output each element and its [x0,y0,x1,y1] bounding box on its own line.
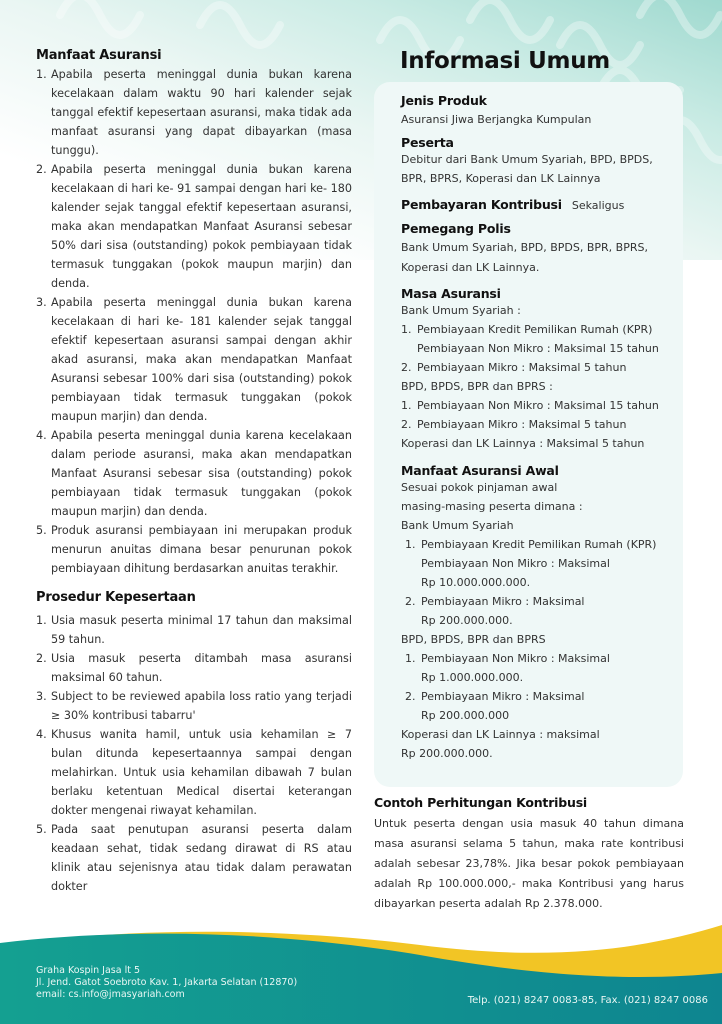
item-number: 1. [405,652,416,665]
pemegang-polis-block [401,221,681,278]
field-label: Pembayaran Kontribusi [401,197,562,212]
list-item [36,521,352,578]
item-number: 1. [401,323,412,336]
item-number: 2. [36,652,47,665]
group-label: Koperasi dan LK Lainnya : maksimal [401,728,600,741]
item-number: 1. [405,538,416,551]
list-item [401,358,681,377]
item-text: Pembiayaan Kredit Pemilikan Rumah (KPR) [417,323,653,336]
item-number: 2. [405,595,416,608]
list-item [405,592,681,630]
list-item [405,649,681,687]
contoh-perhitungan-section [374,795,684,914]
intro-text: Sesuai pokok pinjaman awal [401,481,558,494]
list-item [36,725,352,820]
field-label: Pemegang Polis [401,221,511,236]
masa-asuransi-block [401,286,681,453]
group-label: BPD, BPDS, BPR dan BPRS : [401,380,553,393]
email-text: email: cs.info@jmasyariah.com [36,989,185,1000]
list-item [36,65,352,160]
item-text: Khusus wanita hamil, untuk usia kehamilan ≥ 7 bulan ditunda kepesertaannya sampai dengan melahirkan. Untuk usia kehamilan dibawah 7 bulan berlaku ketentuan Medical disertai keterangan dokter mengenai riwayat kehamilan. [51,728,352,817]
item-number: 3. [36,690,47,703]
list-item [36,611,352,649]
prosedur-list [36,611,352,896]
item-text: Rp 200.000.000. [421,614,513,627]
item-number: 5. [36,524,47,537]
item-text: Pembiayaan Non Mikro : Maksimal [421,652,610,665]
masa-list-bpd [401,396,681,434]
list-item [36,820,352,896]
item-text: Rp 1.000.000.000. [421,671,524,684]
page-title: Informasi Umum [400,48,610,74]
item-text: Apabila peserta meninggal dunia karena kecelakaan dalam periode asuransi, maka akan mendapatkan Manfaat Asuransi sebesar sisa (outstanding) pokok pembiayaan tidak termasuk tunggakan (pokok maupun marjin) dan denda. [51,429,352,518]
item-text: Pembiayaan Mikro : Maksimal [421,690,585,703]
masa-list-bank-umum [401,320,681,377]
list-item [401,320,681,358]
left-column [36,48,352,896]
item-number: 1. [401,399,412,412]
item-text: Rp 200.000.000 [421,709,510,722]
item-text: Pembiayaan Non Mikro : Maksimal [421,557,610,570]
group-label: Bank Umum Syariah : [401,304,521,317]
list-item [405,687,681,725]
item-text: Apabila peserta meninggal dunia bukan karena kecelakaan di hari ke- 181 kalender sejak tanggal efektif kepesertaan asuransi sampai dengan akhir akad asuransi, maka akan mendapatkan Manfaat Asuransi sebesar 100% dari sisa (outstanding) pokok pembiayaan tidak termasuk tunggakan (pokok maupun marjin) dan denda. [51,296,352,423]
field-value: Bank Umum Syariah, BPD, BPDS, BPR, BPRS, Koperasi dan LK Lainnya. [401,241,648,274]
manfaat-awal-list-bpd [401,649,681,725]
field-label: Masa Asuransi [401,286,501,301]
list-item [36,293,352,426]
item-text: Pembiayaan Mikro : Maksimal 5 tahun [417,418,627,431]
intro-text: masing-masing peserta dimana : [401,500,583,513]
peserta-block [401,135,681,188]
field-label: Jenis Produk [401,93,487,108]
list-item [36,426,352,521]
section-title: Contoh Perhitungan Kontribusi [374,795,588,810]
group-value: Rp 200.000.000. [401,747,493,760]
group-label: Bank Umum Syariah [401,519,514,532]
item-number: 4. [36,728,47,741]
item-text: Pembiayaan Mikro : Maksimal [421,595,585,608]
item-text: Pembiayaan Kredit Pemilikan Rumah (KPR) [421,538,657,551]
list-item [401,396,681,415]
item-number: 1. [36,614,47,627]
item-number: 2. [401,361,412,374]
section-title: Prosedur Kepesertaan [36,590,196,605]
item-text: Subject to be reviewed apabila loss ratio yang terjadi ≥ 30% kontribusi tabarru' [51,690,352,722]
item-text: Pada saat penutupan asuransi peserta dalam keadaan sehat, tidak sedang dirawat di RS atau klinik atau sejenisnya atau tidak dalam perawatan dokter [51,823,352,893]
group-label: Koperasi dan LK Lainnya : Maksimal 5 tahun [401,437,645,450]
manfaat-asuransi-section [36,48,352,578]
info-card-content [401,93,681,769]
jenis-produk-block [401,93,681,129]
item-text: Pembiayaan Non Mikro : Maksimal 15 tahun [417,342,659,355]
footer-phone: Telp. (021) 8247 0083-85, Fax. (021) 8247 0086 [467,995,708,1006]
pembayaran-block [401,196,681,215]
example-text: Untuk peserta dengan usia masuk 40 tahun dimana masa asuransi selama 5 tahun, maka rate kontribusi adalah sebesar 23,78%. Jika besar pokok pembiayaan adalah Rp 100.000.000,- maka Kontribusi yang harus dibayarkan peserta adalah Rp 2.378.000. [374,817,684,910]
prosedur-kepesertaan-section [36,590,352,896]
item-number: 3. [36,296,47,309]
item-number: 2. [401,418,412,431]
group-label: BPD, BPDS, BPR dan BPRS [401,633,546,646]
footer-address [36,965,297,1001]
item-text: Produk asuransi pembiayaan ini merupakan produk menurun anuitas dimana besar penurunan pokok pembiayaan dihitung berdasarkan anuitas terakhir. [51,524,352,575]
list-item [36,649,352,687]
field-value: Debitur dari Bank Umum Syariah, BPD, BPDS, BPR, BPRS, Koperasi dan LK Lainnya [401,153,653,185]
item-text: Pembiayaan Mikro : Maksimal 5 tahun [417,361,627,374]
item-number: 5. [36,823,47,836]
item-text: Usia masuk peserta ditambah masa asuransi maksimal 60 tahun. [51,652,352,684]
list-item [36,160,352,293]
item-number: 1. [36,68,47,81]
list-item [36,687,352,725]
item-text: Apabila peserta meninggal dunia bukan karena kecelakaan di hari ke- 91 sampai dengan hari ke- 180 kalender sejak tanggal efektif kepesertaan asuransi, maka akan mendapatkan Manfaat Asuransi sebesar 50% dari sisa (outstanding) pokok pembiayaan tidak termasuk tunggakan (pokok maupun marjin) dan denda. [51,163,352,290]
field-value: Asuransi Jiwa Berjangka Kumpulan [401,113,592,126]
address-line: Jl. Jend. Gatot Soebroto Kav. 1, Jakarta Selatan (12870) [36,977,298,988]
list-item [401,415,681,434]
manfaat-list [36,65,352,578]
item-text: Usia masuk peserta minimal 17 tahun dan maksimal 59 tahun. [51,614,352,646]
field-label: Manfaat Asuransi Awal [401,463,559,478]
manfaat-awal-list-bank-umum [401,535,681,630]
item-number: 2. [36,163,47,176]
section-title: Manfaat Asuransi [36,48,162,63]
item-number: 4. [36,429,47,442]
item-text: Apabila peserta meninggal dunia bukan karena kecelakaan dalam waktu 90 hari kalender sejak tanggal efektif kepesertaan asuransi, maka tidak ada manfaat asuransi yang dapat dibayarkan (masa tunggu). [51,68,352,157]
manfaat-awal-block [401,463,681,763]
list-item [405,535,681,592]
address-line: Graha Kospin Jasa lt 5 [36,965,141,976]
field-value: Sekaligus [571,199,625,212]
item-text: Rp 10.000.000.000. [421,576,531,589]
item-text: Pembiayaan Non Mikro : Maksimal 15 tahun [417,399,659,412]
item-number: 2. [405,690,416,703]
field-label: Peserta [401,135,454,150]
